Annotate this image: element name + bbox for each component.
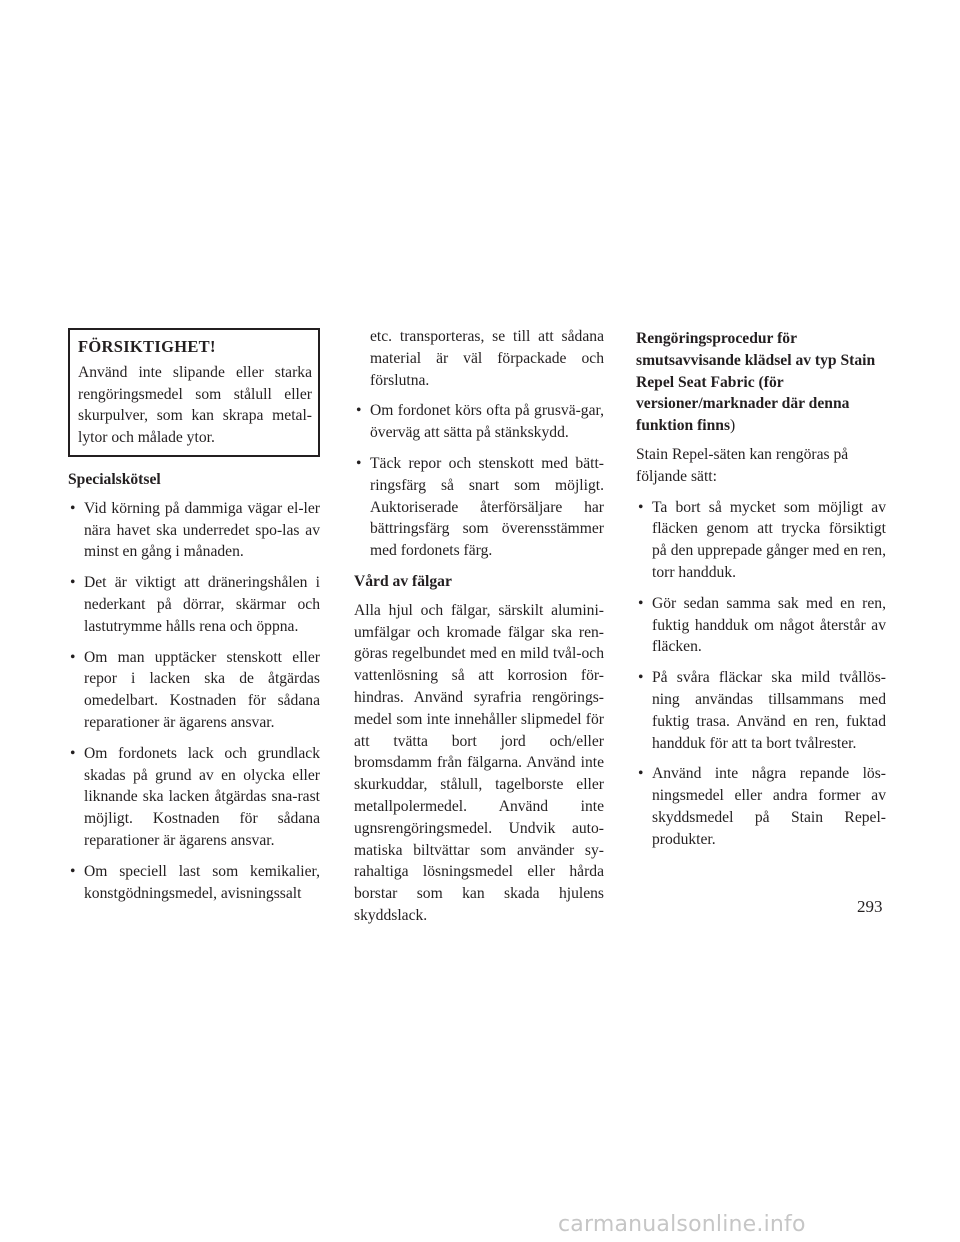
bullet-icon: • <box>638 594 644 612</box>
bullet-icon: • <box>356 402 362 420</box>
bullet-continuation: etc. transporteras, se till att sådana material är väl förpackade och förslutna. <box>370 328 604 389</box>
list-item: • Vid körning på dammiga vägar el-ler nära havet ska underredet spo-las av minst en gång i månaden. <box>70 499 320 561</box>
special-care-list <box>68 498 320 905</box>
stain-repel-list <box>636 497 886 851</box>
column-left <box>68 328 320 913</box>
bullet-icon: • <box>70 574 76 592</box>
bullet-icon: • <box>70 744 76 762</box>
bullet-icon: • <box>70 499 76 517</box>
list-item: • Ta bort så mycket som möjligt av fläcken genom att trycka försiktigt på den upprepade gånger med en ren, torr handduk. <box>638 498 886 581</box>
list-item: • Om fordonets lack och grundlack skadas på grund av en olycka eller liknande ska lacken åtgärdas sna-rast möjligt. Kostnaden för sådana reparationer är ägarens ansvar. <box>70 744 320 849</box>
caution-text: Använd inte slipande eller starka rengöringsmedel som stålull eller skurpulver, som kan skrapa metal-lytor och målade ytor. <box>78 363 312 447</box>
list-item: • Om speciell last som kemikalier, konstgödningsmedel, avisningssalt <box>70 862 320 902</box>
bullet-icon: • <box>638 765 644 783</box>
list-item: • Det är viktigt att dräneringshålen i nederkant på dörrar, skärmar och lastutrymme hålls rena och öppna. <box>70 574 320 635</box>
bullet-icon: • <box>70 862 76 880</box>
bullet-icon: • <box>70 648 76 666</box>
stain-repel-heading: Rengöringsprocedur för smutsavvisande klädsel av typ Stain Repel Seat Fabric (för versioner/marknader där denna funktion finns) <box>636 330 876 435</box>
special-care-list-continued <box>354 400 604 562</box>
bullet-icon: • <box>638 498 644 516</box>
list-item: • Gör sedan samma sak med en ren, fuktig handduk om något återstår av fläcken. <box>638 594 886 656</box>
bullet-icon: • <box>638 669 644 687</box>
page-number: 293 <box>857 897 883 916</box>
stain-repel-intro: Stain Repel-säten kan rengöras på följande sätt: <box>636 445 849 485</box>
list-item: • Använd inte några repande lös-ningsmedel eller andra former av skyddsmedel på Stain Repel-produkter. <box>638 765 886 848</box>
list-item: • Täck repor och stenskott med bätt-ringsfärg så snart som möjligt. Auktoriserade återförsäljare har bättringsfärg som överensstämmer med fordonets färg. <box>356 454 604 560</box>
wheels-heading: Vård av fälgar <box>354 572 452 590</box>
caution-title: FÖRSIKTIGHET! <box>78 337 216 356</box>
column-right <box>636 328 886 860</box>
bullet-icon: • <box>356 454 362 472</box>
watermark: carmanualsonline.info <box>558 1212 806 1237</box>
list-item: • Om man upptäcker stenskott eller repor i lacken ska de åtgärdas omedelbart. Kostnaden för sådana reparationer är ägarens ansvar. <box>70 648 320 731</box>
caution-box <box>68 328 320 457</box>
list-item: • Om fordonet körs ofta på grusvä-gar, överväg att sätta på stänkskydd. <box>356 402 604 442</box>
wheels-text: Alla hjul och fälgar, särskilt alumini-umfälgar och kromade fälgar ska ren-göras regelbundet med en mild tvål-och vattenlösning så att korrosion för-hindras. Använd syrafria rengörings-medel som inte innehåller slipmedel för att tvätta bort jord och/eller bromsdamm från fälgarna. Använd inte skurkuddar, stålull, tagelborste eller metallpolermedel. Använd inte ugnsrengöringsmedel. Undvik auto-matiska biltvättar som använder sy-rahaltiga lösningsmedel eller hårda borstar som kan skada hjulens skyddslack. <box>354 601 604 924</box>
list-item: • På svåra fläckar ska mild tvållös-ning användas tillsammans med fuktig trasa. Använd en ren, fuktad handduk för att ta bort tvålrester. <box>638 669 886 752</box>
column-middle <box>354 326 604 936</box>
special-care-heading: Specialskötsel <box>68 470 161 488</box>
